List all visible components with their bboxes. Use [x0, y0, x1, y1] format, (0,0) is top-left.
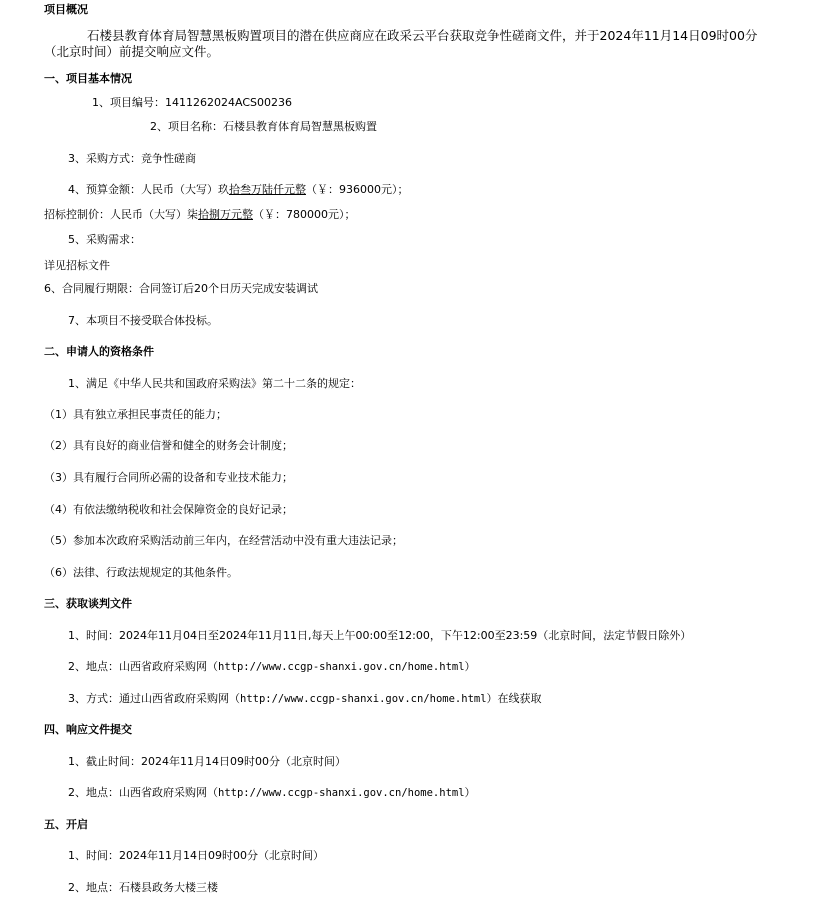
budget-suffix: （￥：936000元）；: [306, 183, 409, 196]
submission-deadline: 1、截止时间：2024年11月14日09时00分（北京时间）: [68, 755, 346, 768]
budget-amount: [68, 182, 409, 198]
qualification-4: （4）有依法缴纳税收和社会保障资金的良好记录；: [44, 503, 293, 516]
obtain-time: 1、时间：2024年11月04日至2024年11月11日,每天上午00:00至12:00，下午12:00至23:59（北京时间，法定节假日除外）: [68, 629, 692, 642]
control-price: [44, 207, 356, 223]
project-name: 2、项目名称：石楼县教育体育局智慧黑板购置: [150, 120, 377, 133]
qualification-6: （6）法律、行政法规规定的其他条件。: [44, 566, 238, 579]
section3-heading: 三、获取谈判文件: [44, 597, 132, 610]
obtain-method-suffix: ）在线获取: [486, 692, 542, 705]
obtain-method-prefix: 3、方式：通过山西省政府采购网（: [68, 692, 240, 705]
section4-heading: 四、响应文件提交: [44, 723, 132, 736]
budget-underlined: 拾叁万陆仟元整: [229, 183, 306, 196]
qualification-2: （2）具有良好的商业信誉和健全的财务会计制度；: [44, 439, 293, 452]
qualification-3: （3）具有履行合同所必需的设备和专业技术能力；: [44, 471, 293, 484]
submission-place-suffix: ）: [464, 786, 476, 799]
overview-paragraph-line1: 石楼县教育体育局智慧黑板购置项目的潜在供应商应在政采云平台获取竞争性磋商文件，并于2024年11月14日09时00分: [87, 28, 758, 43]
submission-place: [68, 785, 476, 801]
procurement-requirements: 5、采购需求：: [68, 233, 141, 246]
contract-period: 6、合同履行期限：合同签订后20个日历天完成安装调试: [44, 282, 318, 295]
obtain-method: [68, 691, 542, 707]
section5-heading: 五、开启: [44, 818, 88, 831]
project-number: 1、项目编号：1411262024ACS00236: [92, 96, 292, 109]
budget-prefix: 4、预算金额：人民币（大写）玖: [68, 183, 229, 196]
qualification-intro: 1、满足《中华人民共和国政府采购法》第二十二条的规定：: [68, 377, 361, 390]
submission-place-prefix: 2、地点：山西省政府采购网（: [68, 786, 218, 799]
obtain-place-url: http://www.ccgp-shanxi.gov.cn/home.html: [218, 661, 465, 673]
qualification-5: （5）参加本次政府采购活动前三年内，在经营活动中没有重大违法记录；: [44, 534, 403, 547]
control-prefix: 招标控制价：人民币（大写）柒: [44, 208, 198, 221]
procurement-method: 3、采购方式：竞争性磋商: [68, 152, 196, 165]
overview-paragraph-line2: （北京时间）前提交响应文件。: [44, 44, 220, 59]
obtain-method-url: http://www.ccgp-shanxi.gov.cn/home.html: [240, 693, 487, 705]
opening-time: 1、时间：2024年11月14日09时00分（北京时间）: [68, 849, 324, 862]
opening-place: 2、地点：石楼县政务大楼三楼: [68, 881, 218, 894]
section1-heading: 一、项目基本情况: [44, 72, 132, 85]
no-consortium: 7、本项目不接受联合体投标。: [68, 314, 218, 327]
overview-title: 项目概况: [44, 3, 88, 16]
control-underlined: 拾捌万元整: [198, 208, 253, 221]
requirements-detail: 详见招标文件: [44, 259, 110, 272]
obtain-place-suffix: ）: [464, 660, 476, 673]
obtain-place: [68, 659, 476, 675]
control-suffix: （￥：780000元）；: [253, 208, 356, 221]
section2-heading: 二、申请人的资格条件: [44, 345, 154, 358]
submission-place-url: http://www.ccgp-shanxi.gov.cn/home.html: [218, 787, 465, 799]
obtain-place-prefix: 2、地点：山西省政府采购网（: [68, 660, 218, 673]
qualification-1: （1）具有独立承担民事责任的能力；: [44, 408, 227, 421]
